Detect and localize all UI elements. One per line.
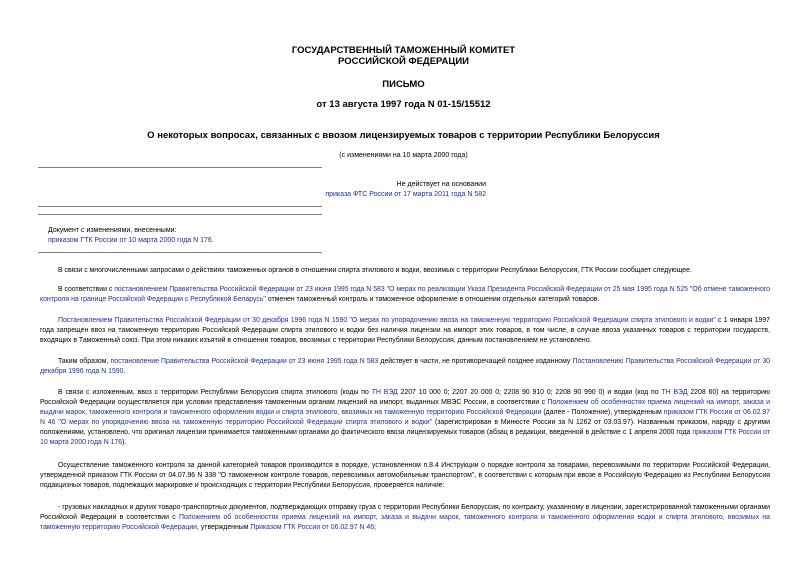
paragraph-text: Осуществление таможенного контроля за данной категорией товаров производится в порядке, установленном п.8.4 Инструкции о порядке контроля за товарами, перевозимыми по территории Российской Федерации, утвержденной приказом ГТК России от 04.07.96 N 338 "О таможенном контроле товаров, перевозимых автомобильным транспортом", в соответствии с которым при ввозе в Российскую Федерацию из Республики Белоруссия подакцизных товаров, подлежащих маркировке и происходящих с территории Республики Белоруссия, проверяется наличие: (40, 462, 770, 490)
paragraph-text: 2208 60) на территорию Российской Федерации осуществляется при условии представления таможенным органам лицензий на импорт, выданных МВЭС России, в соответствии с (40, 389, 770, 407)
document-link[interactable]: Положением об особенностях приема лицензий на импорт, заказа и выдачи марок, таможенного контроля и таможенного оформления водки и спирта этилового, ввозимых на таможенную территорию Российской Федерации (40, 399, 770, 417)
paragraph (40, 388, 770, 449)
document-link[interactable]: постановление Правительства Российской Федерации от 23 июня 1995 года N 583 (110, 358, 379, 365)
document-link[interactable]: ТН ВЭД (371, 389, 398, 396)
paragraph (40, 316, 770, 346)
divider (38, 167, 322, 168)
document-link[interactable]: Положением об особенностях приема лицензий на импорт, заказа и выдачи марок, таможенного контроля и таможенного оформления водки и спирта этилового, ввозимых на таможенную территорию Российской Федерации (40, 514, 770, 532)
paragraph-text: ; (374, 524, 376, 532)
divider (38, 206, 322, 207)
document-type: ПИСЬМО (382, 79, 425, 90)
divider (38, 252, 322, 253)
paragraph-text: , утвержденным (197, 524, 251, 532)
paragraph-text: с 1 января 1997 года запрещен ввоз на таможенную территорию Российской Федерации спирта этилового и водки без наличия лицензии на импорт этих товаров, в том числе, в случае ввоза указанных товаров с территории государств, входящих в Таможенный союз. При этом никаких изъятий в отношении товаров, ввозимых с территории Республики Белоруссия, данным постановлением не установлено. (40, 317, 770, 345)
paragraph-text: В связи с многочисленными запросами о действиях таможенных органов в отношении спирта этилового и водки, ввозимых с территории Республики Белоруссия, ГТК России сообщает следующее. (58, 267, 692, 274)
divider (38, 214, 322, 215)
status-text: Не действует на основании (396, 181, 486, 188)
paragraph (40, 357, 770, 377)
issuer-line-2: РОССИЙСКОЙ ФЕДЕРАЦИИ (337, 56, 469, 67)
document-link[interactable]: Приказом ГТК России от 06.02.97 N 46 (250, 524, 375, 532)
paragraph-text: (далее - Положение), утвержденным (541, 409, 664, 417)
repeal-order-link[interactable]: приказа ФТС России от 17 марта 2011 года N 582 (325, 191, 486, 198)
document-title: О некоторых вопросах, связанных с ввозом лицензируемых товаров с территории Республики Белоруссия (147, 130, 660, 141)
paragraph-text: - грузовых накладных и других товаро-транспортных документов, подтверждающих отправку груза с территории Республики Белоруссия, по контракту, указанному в лицензии, зарегистрированной таможенными органами Российской Федерации в соответствии с (40, 504, 770, 522)
paragraph-text: Таким образом, (58, 358, 111, 365)
paragraph (40, 285, 770, 305)
paragraph-text: отменен таможенный контроль и таможенное оформление в отношении отдельных категорий товаров. (265, 296, 600, 304)
document-link[interactable]: Постановлением Правительства Российской Федерации от 30 декабря 1996 года N 1590 "О мерах по упорядочению ввоза на таможенную территорию Российской Федерации спирта этилового и водки" (58, 317, 716, 324)
paragraph-text: (зарегистрирован в Минюсте России за N 1262 от 03.03.97). Названным приказом, наряду с другими положениями, установлено, что оригинал лицензии принимается таможенными органами до фактического ввоза лицензируемых товаров (абзац в редакции, введенной в действие с 1 апреля 2000 года (40, 419, 770, 437)
document-link[interactable]: приказом ГТК России от 10 марта 2000 года N 176 (40, 429, 770, 447)
document-link[interactable]: ТН ВЭД (661, 389, 688, 396)
changes-note: (с изменениями на 10 марта 2000 года) (339, 152, 468, 159)
paragraph (40, 266, 770, 276)
amendments-label: Документ с изменениями, внесенными: (48, 227, 177, 234)
paragraph-text: ). (122, 439, 127, 447)
document-link[interactable]: постановлением Правительства Российской Федерации от 23 июня 1995 года N 583 "О мерах по реализации Указа Президента Российской Федерации от 25 мая 1995 года N 525 "Об отмене таможенного контроля на границе Российской Федерации с Республикой Беларусь" (40, 286, 771, 304)
document-date-number: от 13 августа 1997 года N 01-15/15512 (316, 99, 491, 110)
paragraph-text: В соответствии с (58, 286, 115, 293)
paragraph (40, 461, 770, 491)
amendment-order-link[interactable]: приказом ГТК России от 10 марта 2000 года N 176. (48, 237, 214, 244)
paragraph-text: . (123, 368, 126, 376)
paragraph-text: В связи с изложенным, ввоз с территории Республики Белоруссия спирта этилового (коды по (58, 389, 372, 396)
paragraph-text: 2207 10 000 0; 2207 20 000 0; 2208 90 910 0; 2208 90 990 0) и водки (код по (397, 389, 662, 396)
document-link[interactable]: приказом ГТК России от 06.02.97 N 46 "О мерах по упорядочению ввоза на таможенную территорию Российской Федерации спирта этилового и водки" (40, 409, 770, 427)
paragraph (40, 503, 770, 533)
issuer-line-1: ГОСУДАРСТВЕННЫЙ ТАМОЖЕННЫЙ КОМИТЕТ (291, 45, 516, 56)
document-link[interactable]: Постановлению Правительства Российской Федерации от 30 декабря 1996 года N 1590 (40, 358, 771, 376)
paragraph-text: действует в части, не противоречащей позднее изданному (378, 358, 573, 365)
